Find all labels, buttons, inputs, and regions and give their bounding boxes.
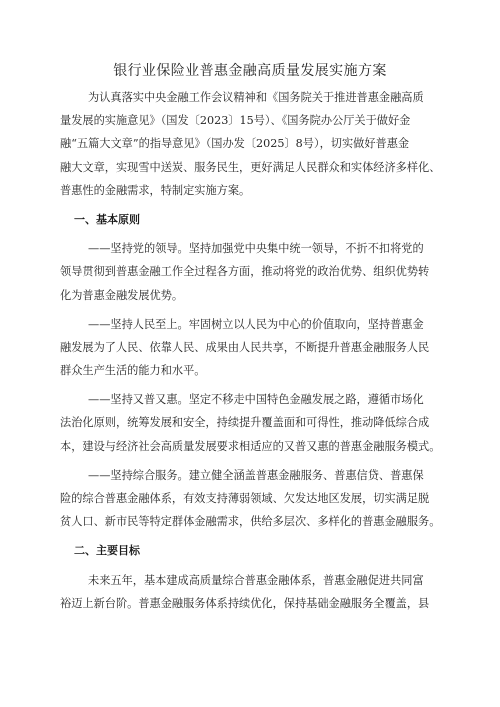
- paragraph-line: ——坚持又普又惠。坚定不移走中国特色金融发展之路，遵循市场化: [88, 393, 424, 407]
- document-title: 银行业保险业普惠金融高质量发展实施方案: [113, 63, 387, 79]
- paragraph-line: 领导贯彻到普惠金融工作全过程各方面，推动将党的政治优势、组织优势转: [60, 265, 430, 279]
- intro-paragraph: [60, 86, 440, 202]
- principle-people-first: [60, 313, 440, 383]
- document-body: [60, 86, 440, 615]
- paragraph-line: 化为普惠金融发展优势。: [60, 288, 184, 302]
- paragraph-line: 裕迈上新台阶。普惠金融服务体系持续优化，保持基础金融服务全覆盖，县: [60, 596, 430, 610]
- paragraph-line: ——坚持人民至上。牢固树立以人民为中心的价值取向，坚持普惠金: [88, 317, 424, 331]
- paragraph-line: 量发展的实施意见》（国发〔2023〕15号）、《国务院办公厅关于做好金: [60, 114, 411, 128]
- paragraph-line: 未来五年，基本建成高质量综合普惠金融体系，普惠金融促进共同富: [88, 573, 424, 587]
- paragraph-line: 群众生产生活的能力和水平。: [60, 364, 206, 378]
- paragraph-line: 融发展为了人民、依靠人民、成果由人民共享，不断提升普惠金融服务人民: [60, 340, 430, 354]
- section-heading-principles: 一、基本原则: [74, 212, 140, 226]
- principle-inclusive-affordable: [60, 388, 440, 458]
- paragraph-line: 普惠性的金融需求，特制定实施方案。: [60, 183, 251, 197]
- paragraph-line: 险的综合普惠金融体系，有效支持薄弱领域、欠发达地区发展，切实满足脱: [60, 492, 430, 505]
- paragraph-line: 贫人口、新市民等特定群体金融需求，供给多层次、多样化的普惠金融服务。: [60, 515, 440, 529]
- paragraph-line: 融“五篇大文章”的指导意见》（国办发〔2025〕8号），切实做好普惠金: [60, 137, 410, 151]
- principle-comprehensive-service: [60, 464, 440, 534]
- paragraph-line: ——坚持党的领导。坚持加强党中央集中统一领导，不折不扣将党的: [88, 242, 424, 256]
- section-heading-goals: 二、主要目标: [74, 544, 140, 558]
- paragraph-line: 法治化原则，统筹发展和安全，持续提升覆盖面和可得性，推动降低综合成: [60, 416, 430, 430]
- paragraph-line: 为认真落实中央金融工作会议精神和《国务院关于推进普惠金融高质: [88, 91, 424, 104]
- principle-party-leadership: [60, 237, 440, 307]
- paragraph-line: 本，建设与经济社会高质量发展要求相适应的又普又惠的普惠金融服务模式。: [60, 439, 440, 453]
- paragraph-line: ——坚持综合服务。建立健全涵盖普惠金融服务、普惠信贷、普惠保: [88, 468, 424, 482]
- paragraph-line: 融大文章，实现雪中送炭、服务民生，更好满足人民群众和实体经济多样化、: [60, 160, 440, 174]
- goals-paragraph: [60, 569, 440, 615]
